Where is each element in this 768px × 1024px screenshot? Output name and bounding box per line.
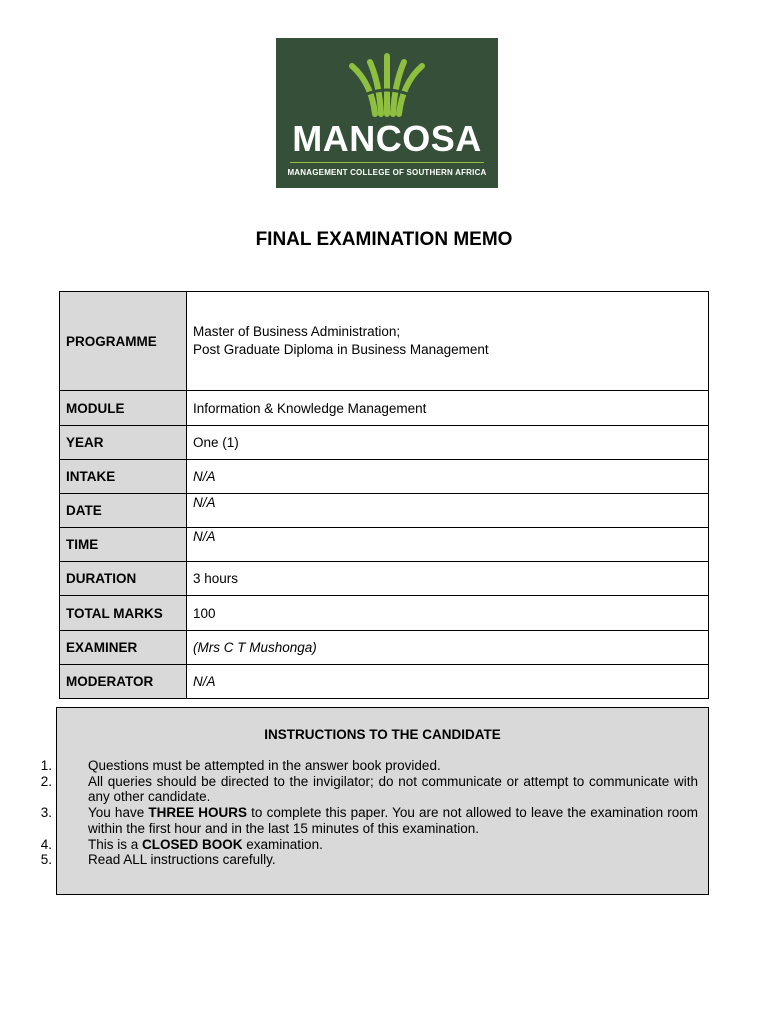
- total-marks-value: 100: [187, 596, 709, 631]
- leaf-fan-icon: [276, 38, 498, 188]
- intake-value: N/A: [187, 460, 709, 494]
- table-row: [60, 528, 709, 562]
- item-number: 1.: [40, 758, 52, 773]
- item-text: Questions must be attempted in the answer book provided.: [88, 758, 441, 773]
- item-text-emphasis: THREE HOURS: [148, 805, 248, 820]
- table-row: [60, 494, 709, 528]
- item-number: 2.: [40, 773, 52, 789]
- item-text-emphasis: CLOSED BOOK: [142, 836, 243, 852]
- intake-label: INTAKE: [60, 460, 187, 494]
- item-text-part: to complete this paper. You are not allowed to leave the examination room within the first hour and in the last 15 minutes of this examination.: [88, 805, 698, 836]
- item-text: [88, 837, 698, 853]
- programme-line-2: Post Graduate Diploma in Business Management: [193, 342, 489, 357]
- item-number: 5.: [40, 852, 52, 868]
- table-row: [60, 596, 709, 631]
- table-row: [60, 631, 709, 665]
- year-label: YEAR: [60, 426, 187, 460]
- date-value: N/A: [187, 494, 709, 528]
- item-text: All queries should be directed to the invigilator; do not communicate or attempt to communicate with any other candidate.: [88, 773, 698, 805]
- duration-value: 3 hours: [187, 562, 709, 596]
- examiner-value: (Mrs C T Mushonga): [187, 631, 709, 665]
- item-text: Read ALL instructions carefully.: [88, 852, 276, 868]
- item-text-part: This is a: [88, 836, 143, 852]
- instructions-title: INSTRUCTIONS TO THE CANDIDATE: [264, 727, 501, 742]
- item-text-part: You have: [88, 805, 149, 820]
- table-row: [60, 391, 709, 426]
- programme-line-1: Master of Business Administration;: [193, 324, 401, 339]
- table-row: [60, 292, 709, 391]
- mancosa-logo: [276, 38, 498, 188]
- item-text: [88, 805, 698, 836]
- table-row: [60, 426, 709, 460]
- table-row: [60, 562, 709, 596]
- duration-label: DURATION: [60, 562, 187, 596]
- module-label: MODULE: [60, 391, 187, 426]
- total-marks-label: TOTAL MARKS: [60, 596, 187, 631]
- programme-value: [187, 292, 709, 391]
- time-value: N/A: [187, 528, 709, 562]
- date-label: DATE: [60, 494, 187, 528]
- exam-details-table: [59, 291, 709, 699]
- time-label: TIME: [60, 528, 187, 562]
- moderator-value: N/A: [187, 665, 709, 699]
- moderator-label: MODERATOR: [60, 665, 187, 699]
- logo-subtitle: MANAGEMENT COLLEGE OF SOUTHERN AFRICA: [287, 168, 487, 177]
- page-title: FINAL EXAMINATION MEMO: [255, 229, 513, 250]
- logo-divider: [290, 162, 484, 163]
- logo-wordmark: MANCOSA: [292, 118, 482, 159]
- year-value: One (1): [187, 426, 709, 460]
- item-text-part: examination.: [242, 836, 323, 852]
- programme-label: PROGRAMME: [60, 292, 187, 391]
- table-row: [60, 665, 709, 699]
- item-number: 4.: [40, 836, 52, 852]
- module-value: Information & Knowledge Management: [187, 391, 709, 426]
- table-row: [60, 460, 709, 494]
- item-number: 3.: [40, 805, 52, 820]
- examiner-label: EXAMINER: [60, 631, 187, 665]
